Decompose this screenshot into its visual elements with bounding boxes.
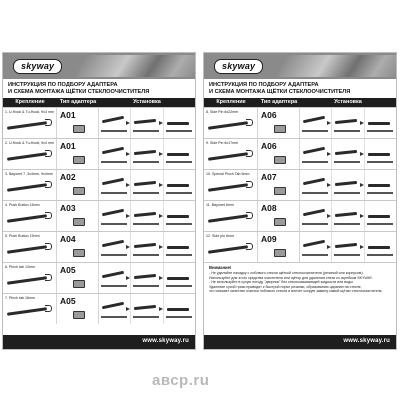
adapter-cell (258, 201, 300, 231)
adapter-code: A01 (60, 110, 76, 120)
adapter-code: A03 (60, 203, 76, 213)
adapter-cell (57, 294, 99, 324)
adapter-cell (258, 232, 300, 262)
hook-icon (45, 181, 52, 188)
arrow-right-icon (159, 183, 163, 187)
mount-label: 11. Bayonet 6mm (206, 203, 234, 207)
wiper-blade-illustration (166, 192, 192, 194)
instruction-sheet-right (203, 52, 397, 350)
table-row (3, 231, 195, 262)
hook-icon (45, 119, 52, 126)
install-step (365, 139, 396, 169)
header-wiper-graphic (76, 55, 195, 77)
install-step (131, 170, 163, 200)
wiper-blade-illustration (367, 130, 393, 132)
wiper-arm-illustration (303, 240, 325, 248)
table-row (204, 200, 396, 231)
wiper-arm-illustration (134, 243, 156, 248)
wiper-arm-illustration (102, 116, 124, 124)
title-line-2: И СХЕМА МОНТАЖА ЩЁТКИ СТЕКЛООЧИСТИТЕЛЯ (8, 89, 150, 95)
install-step (131, 232, 163, 262)
adapter-code: A07 (261, 172, 277, 182)
wiper-arm-illustration (208, 152, 248, 161)
wiper-arm-illustration (303, 178, 325, 186)
wiper-arm-illustration (208, 214, 248, 223)
adapter-code: A09 (261, 234, 277, 244)
skyway-logo: skyway (214, 59, 263, 74)
wiper-blade-illustration (133, 223, 159, 225)
wiper-arm-illustration (7, 152, 47, 161)
arrow-right-icon (159, 152, 163, 156)
install-step (365, 108, 396, 138)
install-cell (300, 139, 396, 169)
install-step (300, 108, 332, 138)
wiper-blade-illustration (334, 223, 360, 225)
adapter-clip-icon (274, 156, 286, 164)
wiper-blade-illustration (133, 161, 159, 163)
mount-cell (3, 232, 57, 262)
mount-cell (3, 108, 57, 138)
arrow-right-icon (126, 121, 130, 125)
install-step (164, 170, 195, 200)
title-line-1: ИНСТРУКЦИЯ ПО ПОДБОРУ АДАПТЕРА (209, 82, 319, 88)
wiper-arm-illustration (368, 184, 390, 187)
wiper-arm-illustration (102, 240, 124, 248)
wiper-arm-illustration (7, 183, 47, 192)
install-step (365, 170, 396, 200)
hook-icon (246, 243, 253, 250)
column-install: Установка (133, 99, 161, 105)
adapter-code: A05 (60, 265, 76, 275)
install-step (300, 232, 332, 262)
mount-label: 3. Bayonet 7 ,3x4mm, 9x4mm (5, 172, 53, 176)
wiper-blade-illustration (166, 316, 192, 318)
column-mount: Крепление (216, 99, 246, 105)
hook-icon (246, 212, 253, 219)
wiper-blade-illustration (367, 254, 393, 256)
wiper-arm-illustration (134, 305, 156, 310)
wiper-arm-illustration (102, 271, 124, 279)
wiper-blade-illustration (133, 130, 159, 132)
adapter-code: A06 (261, 110, 277, 120)
adapter-code: A04 (60, 234, 76, 244)
title-line-2: И СХЕМА МОНТАЖА ЩЁТКИ СТЕКЛООЧИСТИТЕЛЯ (209, 89, 351, 95)
adapter-cell (258, 170, 300, 200)
arrow-right-icon (159, 276, 163, 280)
notes-line: - Не используйте в сухую погоду "дворник" без стеклоомывающей жидкости или воды. (209, 280, 354, 285)
wiper-arm-illustration (167, 308, 189, 311)
arrow-right-icon (126, 276, 130, 280)
adapter-code: A01 (60, 141, 76, 151)
mount-label: 2. U-Hook & Tu-Hook, 9x4 mm (5, 141, 54, 145)
footer-url: www.skyway.ru (142, 338, 189, 344)
install-cell (99, 294, 195, 324)
arrow-right-icon (159, 307, 163, 311)
sheet-title (3, 79, 195, 98)
table-row (3, 169, 195, 200)
adapter-cell (57, 108, 99, 138)
wiper-blade-illustration (101, 285, 127, 287)
wiper-arm-illustration (134, 150, 156, 155)
wiper-arm-illustration (335, 243, 357, 248)
table-row (3, 200, 195, 231)
adapter-clip-icon (73, 311, 85, 319)
hook-icon (45, 150, 52, 157)
wiper-blade-illustration (101, 130, 127, 132)
mount-label: 4. Push Button 16mm (5, 203, 40, 207)
wiper-arm-illustration (335, 212, 357, 217)
column-adapter: Тип адаптера (59, 99, 97, 105)
install-step (131, 263, 163, 293)
install-step (99, 108, 131, 138)
install-step (99, 263, 131, 293)
install-step (300, 201, 332, 231)
wiper-arm-illustration (7, 121, 47, 130)
adapter-clip-icon (274, 249, 286, 257)
install-cell (300, 201, 396, 231)
adapter-table-left (3, 107, 195, 324)
notes-line: - Не удаляйте насадку с лобового стекла щёткой стеклоочистителя (резиной или корпусом). (209, 271, 364, 276)
wiper-arm-illustration (167, 277, 189, 280)
wiper-arm-illustration (167, 184, 189, 187)
install-step (332, 170, 364, 200)
adapter-cell (57, 232, 99, 262)
arrow-right-icon (126, 183, 130, 187)
mount-label: 5. Push Button 19mm (5, 234, 40, 238)
mount-cell (204, 108, 258, 138)
wiper-arm-illustration (134, 274, 156, 279)
install-step (164, 263, 195, 293)
table-row (3, 138, 195, 169)
table-row (3, 293, 195, 324)
wiper-arm-illustration (303, 209, 325, 217)
wiper-blade-illustration (101, 254, 127, 256)
mount-label: 7. Pinch tab 16mm (5, 296, 35, 300)
mount-label: 9. Side Pin 6x17mm (206, 141, 239, 145)
install-step (300, 170, 332, 200)
arrow-right-icon (327, 183, 331, 187)
adapter-cell (258, 108, 300, 138)
install-step (365, 232, 396, 262)
adapter-code: A02 (60, 172, 76, 182)
adapter-code: A06 (261, 141, 277, 151)
wiper-blade-illustration (166, 285, 192, 287)
install-step (131, 294, 163, 324)
wiper-arm-illustration (7, 214, 47, 223)
install-step (131, 201, 163, 231)
wiper-blade-illustration (101, 223, 127, 225)
adapter-clip-icon (73, 218, 85, 226)
mount-cell (3, 170, 57, 200)
wiper-arm-illustration (167, 246, 189, 249)
adapter-clip-icon (274, 125, 286, 133)
wiper-blade-illustration (334, 130, 360, 132)
table-row (3, 107, 195, 138)
table-row (3, 262, 195, 293)
notes-line: Удаление сухой грязи приводит к быстрой порче резинки, образованию царапин на стекле, (209, 284, 362, 289)
install-step (332, 201, 364, 231)
notes-block (204, 262, 396, 296)
mount-cell (3, 201, 57, 231)
wiper-blade-illustration (166, 161, 192, 163)
wiper-blade-illustration (367, 223, 393, 225)
skyway-logo: skyway (13, 59, 62, 74)
wiper-blade-illustration (334, 161, 360, 163)
wiper-blade-illustration (133, 254, 159, 256)
mount-cell (3, 263, 57, 293)
sheet-title (204, 79, 396, 98)
arrow-right-icon (327, 245, 331, 249)
column-header (204, 98, 396, 107)
adapter-code: A08 (261, 203, 277, 213)
mount-label: 12. Side pin 6mm (206, 234, 234, 238)
wiper-blade-illustration (302, 130, 328, 132)
wiper-blade-illustration (302, 192, 328, 194)
wiper-blade-illustration (334, 192, 360, 194)
footer-url: www.skyway.ru (343, 338, 390, 344)
column-header (3, 98, 195, 107)
install-step (99, 170, 131, 200)
arrow-right-icon (360, 183, 364, 187)
table-row (204, 138, 396, 169)
arrow-right-icon (159, 214, 163, 218)
arrow-right-icon (327, 121, 331, 125)
mount-cell (204, 139, 258, 169)
wiper-blade-illustration (367, 192, 393, 194)
wiper-blade-illustration (101, 316, 127, 318)
adapter-cell (57, 263, 99, 293)
wiper-arm-illustration (208, 245, 248, 254)
install-cell (99, 232, 195, 262)
table-row (204, 107, 396, 138)
wiper-blade-illustration (133, 316, 159, 318)
install-step (332, 108, 364, 138)
install-cell (99, 108, 195, 138)
instruction-sheet-left (2, 52, 196, 350)
arrow-right-icon (126, 307, 130, 311)
wiper-arm-illustration (335, 181, 357, 186)
install-step (164, 232, 195, 262)
wiper-blade-illustration (133, 192, 159, 194)
header-wiper-graphic (277, 55, 396, 77)
arrow-right-icon (126, 214, 130, 218)
install-step (300, 139, 332, 169)
adapter-cell (57, 170, 99, 200)
wiper-blade-illustration (302, 254, 328, 256)
adapter-code: A05 (60, 296, 76, 306)
install-step (131, 139, 163, 169)
wiper-arm-illustration (368, 246, 390, 249)
footer-strip (204, 335, 396, 349)
hook-icon (246, 119, 253, 126)
install-step (131, 108, 163, 138)
watermark (152, 372, 209, 389)
hook-icon (246, 181, 253, 188)
adapter-clip-icon (274, 187, 286, 195)
wiper-blade-illustration (302, 223, 328, 225)
install-step (164, 294, 195, 324)
arrow-right-icon (360, 245, 364, 249)
install-cell (300, 232, 396, 262)
install-step (332, 139, 364, 169)
wiper-arm-illustration (102, 147, 124, 155)
mount-cell (204, 170, 258, 200)
wiper-blade-illustration (166, 254, 192, 256)
wiper-blade-illustration (302, 161, 328, 163)
install-step (164, 108, 195, 138)
wiper-arm-illustration (7, 245, 47, 254)
wiper-arm-illustration (134, 212, 156, 217)
arrow-right-icon (360, 214, 364, 218)
install-step (99, 139, 131, 169)
adapter-clip-icon (73, 249, 85, 257)
wiper-arm-illustration (335, 119, 357, 124)
column-adapter: Тип адаптера (260, 99, 298, 105)
column-mount: Крепление (15, 99, 45, 105)
wiper-arm-illustration (303, 147, 325, 155)
mount-label: 6. Pinch tab 13mm (5, 265, 35, 269)
footer-strip (3, 335, 195, 349)
sheet-header (3, 53, 195, 79)
hook-icon (45, 243, 52, 250)
adapter-clip-icon (73, 187, 85, 195)
hook-icon (45, 274, 52, 281)
wiper-blade-illustration (133, 285, 159, 287)
wiper-arm-illustration (368, 122, 390, 125)
adapter-cell (57, 201, 99, 231)
wiper-arm-illustration (134, 119, 156, 124)
install-cell (99, 263, 195, 293)
wiper-blade-illustration (166, 130, 192, 132)
adapter-table-right (204, 107, 396, 262)
wiper-blade-illustration (101, 161, 127, 163)
hook-icon (45, 305, 52, 312)
install-step (99, 294, 131, 324)
adapter-clip-icon (274, 218, 286, 226)
wiper-arm-illustration (167, 122, 189, 125)
mount-label: 1. U-Hook & Tu-Hook, 9x3 mm (5, 110, 54, 114)
wiper-arm-illustration (335, 150, 357, 155)
adapter-cell (57, 139, 99, 169)
install-step (332, 232, 364, 262)
mount-cell (3, 139, 57, 169)
arrow-right-icon (126, 245, 130, 249)
wiper-arm-illustration (167, 153, 189, 156)
hook-icon (246, 150, 253, 157)
arrow-right-icon (159, 121, 163, 125)
install-cell (99, 139, 195, 169)
install-cell (300, 170, 396, 200)
install-cell (99, 201, 195, 231)
install-step (164, 139, 195, 169)
arrow-right-icon (360, 121, 364, 125)
wiper-arm-illustration (134, 181, 156, 186)
mount-cell (3, 294, 57, 324)
wiper-arm-illustration (102, 302, 124, 310)
wiper-arm-illustration (102, 209, 124, 217)
hook-icon (45, 212, 52, 219)
wiper-arm-illustration (208, 183, 248, 192)
wiper-arm-illustration (102, 178, 124, 186)
adapter-clip-icon (73, 280, 85, 288)
mount-cell (204, 201, 258, 231)
arrow-right-icon (126, 152, 130, 156)
install-step (164, 201, 195, 231)
install-cell (300, 108, 396, 138)
notes-line: Используйте для этого средства очистителя или щётку для удаления снега со скребком SKYWAY. (209, 275, 373, 280)
notes-line: что снижает качество очистки лобового стекла и влечет скорую замену самой щётки стеклоочистителя. (209, 289, 383, 294)
mount-cell (204, 232, 258, 262)
wiper-blade-illustration (334, 254, 360, 256)
install-step (99, 201, 131, 231)
wiper-arm-illustration (7, 307, 47, 316)
watermark-text: авср.ru (152, 372, 210, 389)
arrow-right-icon (327, 152, 331, 156)
arrow-right-icon (159, 245, 163, 249)
adapter-clip-icon (73, 156, 85, 164)
table-row (204, 231, 396, 262)
install-step (365, 201, 396, 231)
notes-attention: Внимание! (209, 265, 232, 270)
wiper-arm-illustration (368, 153, 390, 156)
wiper-arm-illustration (208, 121, 248, 130)
adapter-clip-icon (73, 125, 85, 133)
mount-label: 10. Special Pinch Tab 6mm (206, 172, 250, 176)
adapter-cell (258, 139, 300, 169)
title-line-1: ИНСТРУКЦИЯ ПО ПОДБОРУ АДАПТЕРА (8, 82, 118, 88)
column-install: Установка (334, 99, 362, 105)
wiper-arm-illustration (303, 116, 325, 124)
wiper-arm-illustration (368, 215, 390, 218)
wiper-blade-illustration (101, 192, 127, 194)
install-step (99, 232, 131, 262)
arrow-right-icon (327, 214, 331, 218)
sheet-header (204, 53, 396, 79)
mount-label: 8. Side Pin 6x22mm (206, 110, 239, 114)
wiper-blade-illustration (166, 223, 192, 225)
wiper-arm-illustration (7, 276, 47, 285)
wiper-arm-illustration (167, 215, 189, 218)
install-cell (99, 170, 195, 200)
table-row (204, 169, 396, 200)
wiper-blade-illustration (367, 161, 393, 163)
arrow-right-icon (360, 152, 364, 156)
